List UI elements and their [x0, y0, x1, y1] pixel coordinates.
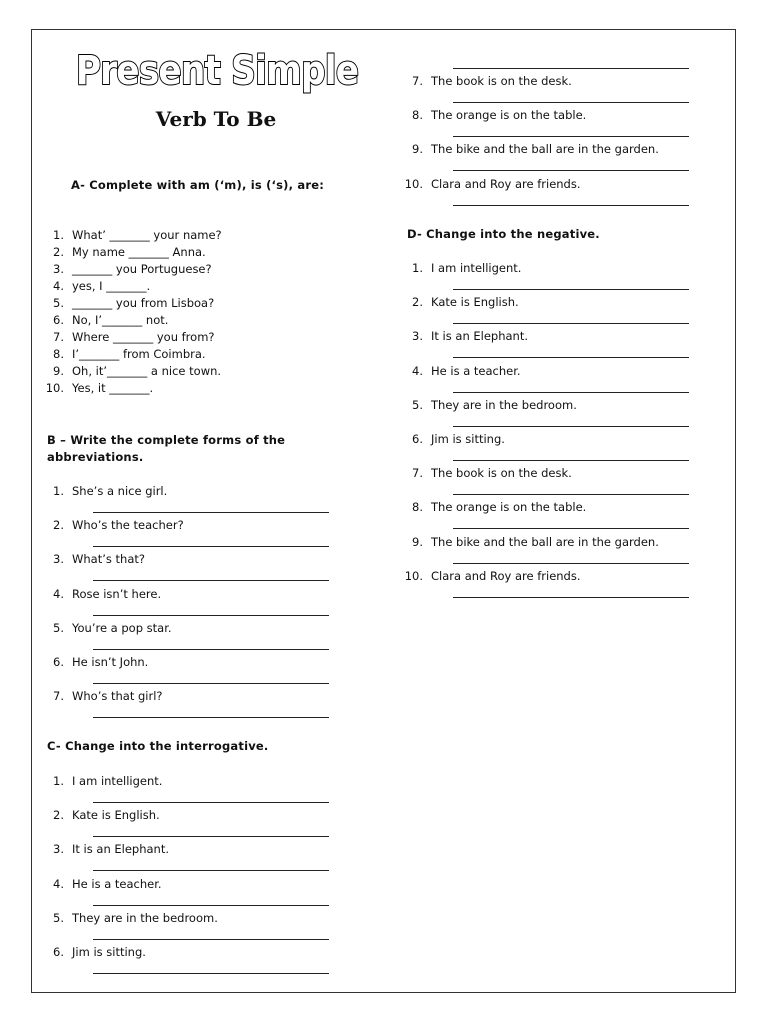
list-item: [40, 228, 222, 242]
item-text: I am intelligent.: [72, 774, 163, 788]
item-text: You’re a pop star.: [72, 620, 172, 635]
answer-line[interactable]: [93, 717, 329, 718]
item-text: yes, I _______.: [72, 279, 151, 293]
list-item: [399, 177, 581, 191]
item-text: I am intelligent.: [431, 261, 522, 275]
item-text: He isn’t John.: [72, 655, 149, 669]
list-item: [399, 74, 572, 88]
item-number: 7.: [412, 466, 423, 481]
answer-line[interactable]: [453, 323, 689, 324]
list-item: [399, 329, 528, 343]
list-item: [40, 313, 168, 327]
answer-line[interactable]: [93, 870, 329, 871]
item-number: 3.: [53, 262, 64, 276]
list-item: [399, 261, 521, 275]
item-number: 8.: [53, 347, 64, 361]
page-title: Present Simple: [75, 48, 359, 94]
list-item: [399, 364, 521, 378]
list-item: [40, 808, 160, 822]
item-number: 9.: [412, 142, 423, 157]
answer-line[interactable]: [453, 460, 689, 461]
item-text: Where _______ you from?: [72, 330, 215, 344]
item-text: The book is on the desk.: [431, 466, 572, 481]
list-item: [40, 381, 153, 395]
item-number: 1.: [53, 484, 64, 498]
list-item: [399, 398, 577, 412]
answer-line[interactable]: [93, 546, 329, 547]
list-item: [40, 689, 163, 703]
section-b-heading-line1: B – Write the complete forms of the: [47, 433, 286, 447]
item-text: Clara and Roy are friends.: [431, 176, 581, 191]
list-item: [40, 945, 146, 959]
item-text: The bike and the ball are in the garden.: [431, 142, 659, 157]
item-text: Rose isn’t here.: [72, 586, 162, 601]
item-text: She’s a nice girl.: [72, 484, 168, 498]
item-number: 5.: [53, 296, 64, 310]
item-text: Yes, it _______.: [72, 381, 154, 395]
answer-line[interactable]: [453, 102, 689, 103]
list-item: [40, 484, 167, 498]
section-b-heading-line2: abbreviations.: [47, 450, 144, 464]
answer-line[interactable]: [93, 939, 329, 940]
answer-line[interactable]: [453, 563, 689, 564]
item-number: 6.: [53, 655, 64, 669]
item-number: 9.: [53, 364, 64, 378]
item-text: No, I’_______ not.: [72, 313, 169, 327]
list-item: [399, 466, 572, 480]
item-number: 10.: [404, 176, 423, 191]
answer-line[interactable]: [453, 136, 689, 137]
list-item: [40, 774, 162, 788]
item-number: 3.: [412, 329, 423, 344]
answer-line[interactable]: [93, 512, 329, 513]
answer-line[interactable]: [93, 615, 329, 616]
section-d-heading: D- Change into the negative.: [407, 227, 600, 241]
item-text: My name _______ Anna.: [72, 245, 206, 259]
item-number: 6.: [412, 432, 423, 446]
item-number: 2.: [53, 245, 64, 259]
list-item: [40, 347, 206, 361]
answer-line[interactable]: [93, 836, 329, 837]
item-text: The orange is on the table.: [431, 500, 587, 515]
list-item: [40, 364, 221, 378]
list-item: [40, 518, 184, 532]
list-item: [399, 535, 659, 549]
list-item: [399, 295, 519, 309]
list-item: [399, 569, 581, 583]
item-number: 2.: [53, 808, 64, 823]
section-a-heading: A- Complete with am (‘m), is (‘s), are:: [71, 178, 325, 192]
item-number: 3.: [53, 552, 64, 567]
item-text: What’s that?: [72, 552, 145, 567]
list-item: [40, 552, 145, 566]
list-item: [399, 108, 586, 122]
item-text: What’ _______ your name?: [72, 228, 222, 242]
item-number: 4.: [53, 279, 64, 293]
item-text: It is an Elephant.: [431, 329, 529, 344]
list-item: [40, 587, 161, 601]
list-item: [40, 330, 215, 344]
item-text: Kate is English.: [72, 808, 160, 823]
item-number: 1.: [53, 774, 64, 788]
item-text: Oh, it’_______ a nice town.: [72, 364, 222, 378]
item-text: _______ you from Lisboa?: [72, 296, 215, 310]
answer-line[interactable]: [93, 649, 329, 650]
list-item: [40, 655, 148, 669]
item-text: They are in the bedroom.: [72, 910, 218, 925]
list-item: [399, 432, 505, 446]
list-item: [399, 500, 586, 514]
item-number: 5.: [53, 620, 64, 635]
item-number: 4.: [53, 586, 64, 601]
item-number: 4.: [53, 876, 64, 891]
item-text: He is a teacher.: [72, 876, 162, 891]
list-item: [40, 279, 150, 293]
answer-line[interactable]: [453, 426, 689, 427]
list-item: [40, 296, 214, 310]
item-number: 9.: [412, 534, 423, 549]
list-item: [40, 842, 169, 856]
item-text: It is an Elephant.: [72, 842, 170, 857]
answer-line[interactable]: [453, 597, 689, 598]
answer-line[interactable]: [453, 170, 689, 171]
item-number: 1.: [412, 261, 423, 275]
item-number: 8.: [412, 500, 423, 515]
answer-line[interactable]: [93, 580, 329, 581]
item-text: Who’s that girl?: [72, 689, 163, 704]
item-number: 6.: [53, 945, 64, 959]
list-item: [399, 142, 659, 156]
item-text: The orange is on the table.: [431, 108, 587, 123]
item-text: _______ you Portuguese?: [72, 262, 212, 276]
answer-line[interactable]: [93, 905, 329, 906]
answer-line[interactable]: [453, 494, 689, 495]
answer-line[interactable]: [453, 289, 689, 290]
item-number: 10.: [404, 568, 423, 583]
item-number: 2.: [412, 295, 423, 310]
item-number: 1.: [53, 228, 64, 242]
item-text: They are in the bedroom.: [431, 397, 577, 412]
answer-line[interactable]: [93, 802, 329, 803]
answer-line[interactable]: [453, 205, 689, 206]
item-number: 3.: [53, 842, 64, 857]
answer-line[interactable]: [453, 68, 689, 69]
answer-line[interactable]: [93, 683, 329, 684]
item-text: Who’s the teacher?: [72, 518, 184, 533]
list-item: [40, 911, 218, 925]
item-number: 5.: [53, 910, 64, 925]
item-number: 4.: [412, 363, 423, 378]
item-number: 2.: [53, 518, 64, 533]
item-number: 6.: [53, 313, 64, 327]
list-item: [40, 262, 212, 276]
answer-line[interactable]: [453, 392, 689, 393]
item-text: The bike and the ball are in the garden.: [431, 534, 659, 549]
item-number: 5.: [412, 397, 423, 412]
answer-line[interactable]: [93, 973, 329, 974]
item-number: 7.: [53, 330, 64, 344]
item-text: Jim is sitting.: [431, 432, 505, 446]
section-c-heading: C- Change into the interrogative.: [47, 739, 269, 753]
item-text: The book is on the desk.: [431, 74, 572, 88]
item-text: I’_______ from Coimbra.: [72, 347, 206, 361]
page-subtitle: Verb To Be: [155, 107, 277, 131]
item-number: 7.: [53, 689, 64, 704]
item-text: He is a teacher.: [431, 363, 521, 378]
item-text: Jim is sitting.: [72, 945, 146, 959]
item-number: 7.: [412, 74, 423, 88]
item-number: 10.: [45, 381, 64, 395]
list-item: [40, 621, 172, 635]
item-text: Clara and Roy are friends.: [431, 568, 581, 583]
item-text: Kate is English.: [431, 295, 519, 310]
item-number: 8.: [412, 108, 423, 123]
list-item: [40, 245, 206, 259]
answer-line[interactable]: [453, 357, 689, 358]
answer-line[interactable]: [453, 528, 689, 529]
list-item: [40, 877, 162, 891]
